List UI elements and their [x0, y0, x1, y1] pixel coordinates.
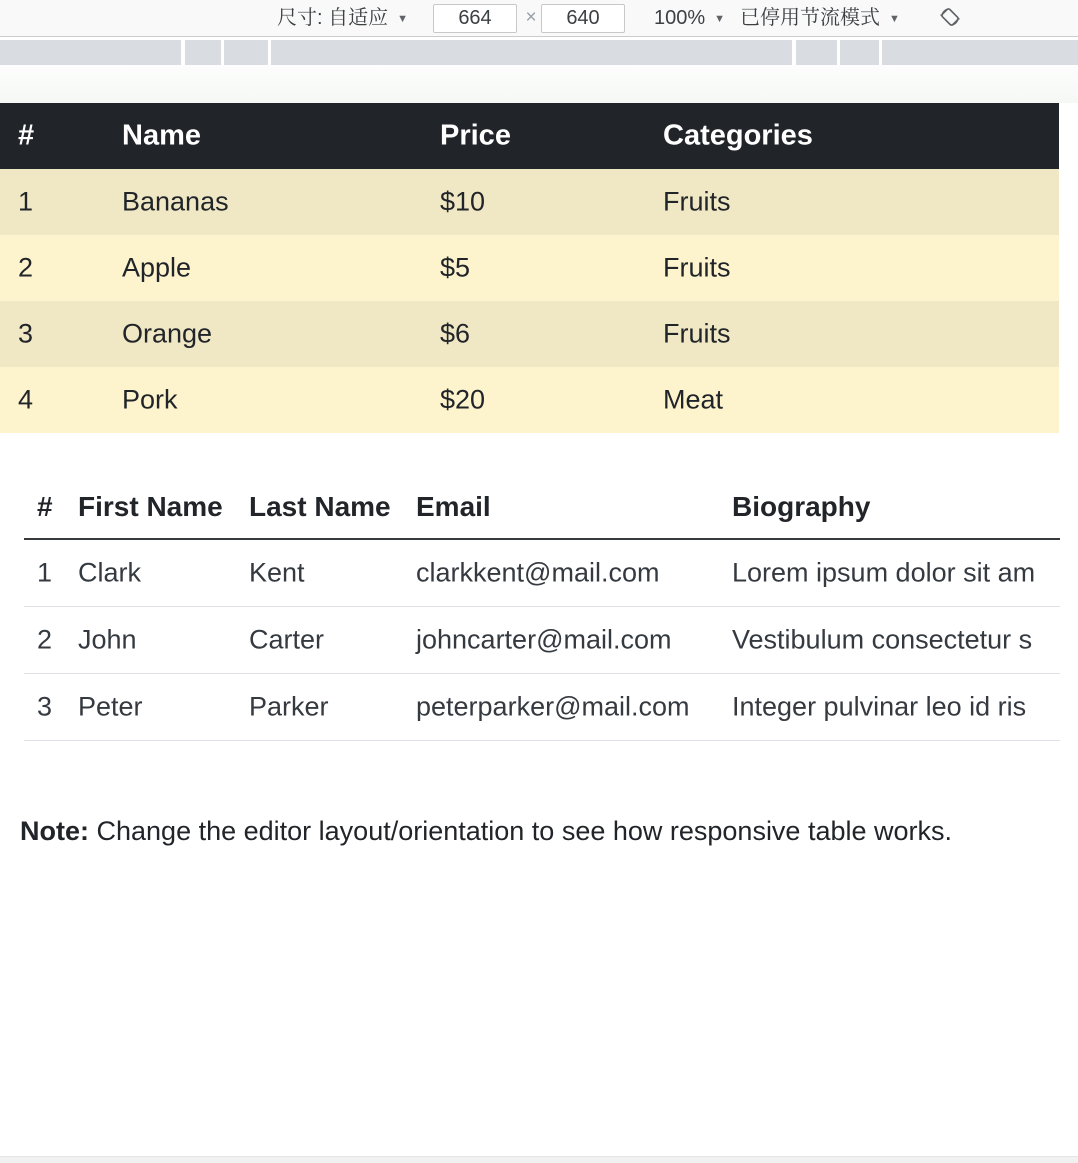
- biography: Lorem ipsum dolor sit am: [732, 557, 1036, 588]
- first-name: Peter: [78, 691, 143, 722]
- email: clarkkent@mail.com: [416, 557, 660, 588]
- ruler-segment: [882, 40, 1078, 65]
- bottom-strip: [0, 1156, 1078, 1163]
- table-row: [0, 169, 1059, 235]
- device-toolbar: [0, 0, 1078, 37]
- product-price: $20: [440, 384, 486, 415]
- column-header: Last Name: [249, 491, 391, 522]
- note-body: Change the editor layout/orientation to see how responsive table works.: [89, 816, 953, 846]
- table-row: [24, 674, 1060, 741]
- first-name: John: [78, 624, 137, 655]
- product-category: Fruits: [663, 186, 731, 217]
- row-number: 1: [18, 186, 34, 217]
- products-table-header-row: [0, 103, 1059, 169]
- table-row: [0, 367, 1059, 433]
- row-number: 3: [37, 691, 53, 722]
- rotate-viewport-button[interactable]: [935, 4, 965, 33]
- biography: Vestibulum consectetur s: [732, 624, 1033, 655]
- product-price: $5: [440, 252, 471, 283]
- ruler-segment: [185, 40, 221, 65]
- viewport-width-input[interactable]: [433, 4, 517, 33]
- first-name: Clark: [78, 557, 142, 588]
- product-category: Fruits: [663, 252, 731, 283]
- dimension-separator: ×: [525, 7, 537, 28]
- column-header: #: [37, 491, 53, 522]
- column-header: Biography: [732, 491, 871, 522]
- email: peterparker@mail.com: [416, 691, 690, 722]
- email: johncarter@mail.com: [416, 624, 672, 655]
- ruler-segment: [0, 40, 181, 65]
- ruler-segment: [224, 40, 268, 65]
- product-name: Apple: [122, 252, 192, 283]
- zoom-label: 100%: [654, 7, 706, 29]
- row-number: 2: [37, 624, 53, 655]
- table-row: [0, 235, 1059, 301]
- device-size-label: 尺寸: 自适应: [277, 7, 389, 29]
- product-price: $10: [440, 186, 486, 217]
- last-name: Carter: [249, 624, 325, 655]
- biography: Integer pulvinar leo id ris: [732, 691, 1027, 722]
- column-header: Email: [416, 491, 491, 522]
- people-table-header-row: [24, 476, 1060, 540]
- products-table: [0, 103, 1059, 433]
- product-name: Bananas: [122, 186, 229, 217]
- ruler-segment: [271, 40, 792, 65]
- last-name: Kent: [249, 557, 305, 588]
- product-name: Orange: [122, 318, 213, 349]
- chevron-down-icon: ▼: [714, 13, 726, 25]
- column-header: Categories: [663, 119, 813, 152]
- column-header: First Name: [78, 491, 223, 522]
- table-row: [24, 607, 1060, 674]
- column-header: #: [18, 119, 35, 152]
- product-name: Pork: [122, 384, 178, 415]
- row-number: 2: [18, 252, 34, 283]
- note-text: [20, 814, 952, 848]
- ruler-segment: [840, 40, 879, 65]
- people-table: [24, 476, 1060, 741]
- product-category: Meat: [663, 384, 724, 415]
- chevron-down-icon: ▼: [889, 13, 900, 25]
- device-size-select[interactable]: [277, 0, 408, 36]
- table-row: [24, 540, 1060, 607]
- rotate-viewport-icon: [937, 18, 963, 33]
- product-price: $6: [440, 318, 471, 349]
- chevron-down-icon: ▼: [397, 13, 409, 25]
- ruler-bar: [0, 40, 1078, 65]
- column-header: Name: [122, 119, 201, 152]
- row-number: 4: [18, 384, 34, 415]
- viewport-height-input[interactable]: [541, 4, 625, 33]
- product-category: Fruits: [663, 318, 731, 349]
- row-number: 3: [18, 318, 34, 349]
- column-header: Price: [440, 119, 511, 152]
- table-row: [0, 301, 1059, 367]
- note-label: Note:: [20, 816, 89, 846]
- zoom-select[interactable]: [654, 0, 725, 36]
- ruler-segment: [796, 40, 837, 65]
- viewport-top-margin: [0, 65, 1078, 103]
- throttling-label: 已停用节流模式: [740, 7, 880, 29]
- throttling-select[interactable]: [740, 0, 900, 36]
- last-name: Parker: [249, 691, 329, 722]
- row-number: 1: [37, 557, 53, 588]
